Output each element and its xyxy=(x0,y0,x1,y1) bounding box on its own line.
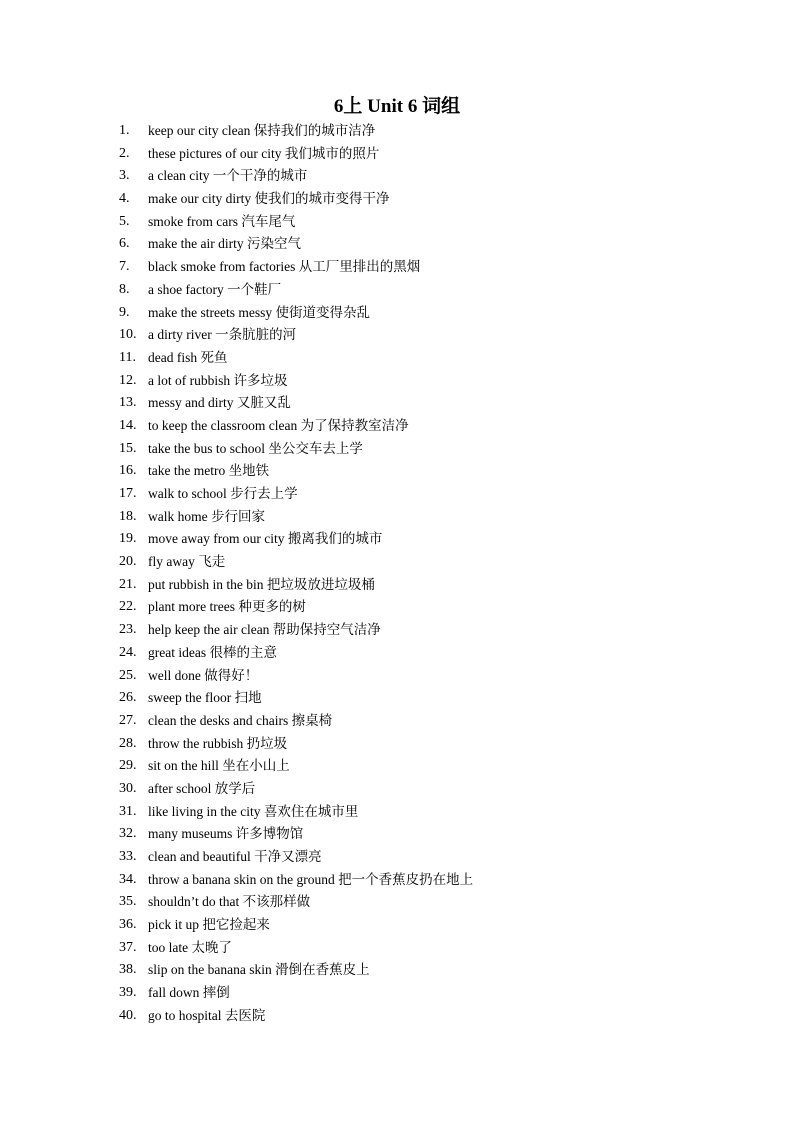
item-number: 33. xyxy=(119,849,137,864)
list-item xyxy=(119,687,759,710)
list-item xyxy=(119,937,759,960)
item-phrase: a lot of rubbish 许多垃圾 xyxy=(148,372,288,388)
item-phrase: put rubbish in the bin 把垃圾放进垃圾桶 xyxy=(148,576,375,592)
item-phrase: sit on the hill 坐在小山上 xyxy=(148,758,290,774)
item-number: 20. xyxy=(119,554,137,570)
list-item xyxy=(119,959,759,982)
list-item xyxy=(119,506,759,529)
item-phrase: a clean city 一个干净的城市 xyxy=(148,168,308,184)
item-number: 10. xyxy=(119,327,137,343)
item-phrase: great ideas 很棒的主意 xyxy=(148,644,277,660)
list-item xyxy=(119,778,759,801)
item-number: 30. xyxy=(119,780,137,796)
item-phrase: pick it up 把它捡起来 xyxy=(148,917,270,933)
phrase-list xyxy=(119,120,759,1028)
list-item xyxy=(119,415,759,438)
item-number: 37. xyxy=(119,939,137,955)
item-number: 8. xyxy=(119,281,130,297)
item-phrase: like living in the city 喜欢住在城市里 xyxy=(148,803,359,819)
item-phrase: too late 太晚了 xyxy=(148,939,232,955)
item-number: 22. xyxy=(119,599,137,615)
item-phrase: messy and dirty 又脏又乱 xyxy=(148,395,291,411)
item-number: 11. xyxy=(119,349,136,365)
list-item xyxy=(119,982,759,1005)
list-item xyxy=(119,188,759,211)
item-phrase: slip on the banana skin 滑倒在香蕉皮上 xyxy=(148,962,370,978)
list-item xyxy=(119,733,759,756)
list-item xyxy=(119,392,759,415)
item-phrase: walk to school 步行去上学 xyxy=(148,486,298,501)
item-number: 6. xyxy=(119,236,130,252)
list-item xyxy=(119,211,759,234)
item-number: 3. xyxy=(119,168,130,184)
list-item xyxy=(119,710,759,733)
list-item xyxy=(119,891,759,914)
item-number: 19. xyxy=(119,531,137,547)
list-item xyxy=(119,460,759,483)
item-number: 16. xyxy=(119,463,137,479)
list-item xyxy=(119,801,759,824)
list-item xyxy=(119,324,759,347)
list-item xyxy=(119,438,759,461)
list-item xyxy=(119,755,759,778)
item-number: 23. xyxy=(119,622,137,638)
list-item xyxy=(119,370,759,393)
item-phrase: throw a banana skin on the ground 把一个香蕉皮扔在地上 xyxy=(148,871,474,887)
item-number: 29. xyxy=(119,758,137,774)
item-phrase: these pictures of our city 我们城市的照片 xyxy=(148,145,380,161)
item-number: 31. xyxy=(119,803,137,819)
list-item xyxy=(119,528,759,551)
item-number: 2. xyxy=(119,145,130,161)
item-phrase: throw the rubbish 扔垃圾 xyxy=(148,735,288,751)
item-phrase: take the bus to school 坐公交车去上学 xyxy=(148,440,363,456)
list-item xyxy=(119,256,759,279)
item-number: 7. xyxy=(119,259,130,275)
item-phrase: take the metro 坐地铁 xyxy=(148,463,270,479)
item-number: 21. xyxy=(119,576,137,592)
item-number: 27. xyxy=(119,712,137,728)
item-phrase: make the air dirty 污染空气 xyxy=(148,236,301,252)
item-number: 17. xyxy=(119,486,137,501)
list-item xyxy=(119,619,759,642)
item-phrase: dead fish 死鱼 xyxy=(148,349,228,365)
list-item xyxy=(119,165,759,188)
item-phrase: clean and beautiful 干净又漂亮 xyxy=(148,849,322,864)
item-phrase: move away from our city 搬离我们的城市 xyxy=(148,531,383,547)
item-number: 9. xyxy=(119,304,130,320)
item-number: 26. xyxy=(119,690,137,706)
item-phrase: many museums 许多博物馆 xyxy=(148,826,304,842)
item-phrase: clean the desks and chairs 擦桌椅 xyxy=(148,712,333,728)
list-item xyxy=(119,823,759,846)
list-item xyxy=(119,642,759,665)
list-item xyxy=(119,1005,759,1028)
item-number: 15. xyxy=(119,440,137,456)
item-phrase: sweep the floor 扫地 xyxy=(148,690,262,706)
item-phrase: make our city dirty 使我们的城市变得干净 xyxy=(148,191,390,207)
list-item xyxy=(119,347,759,370)
item-phrase: well done 做得好！ xyxy=(148,667,259,683)
list-item xyxy=(119,143,759,166)
item-number: 34. xyxy=(119,871,137,887)
list-item xyxy=(119,665,759,688)
item-phrase: a dirty river 一条肮脏的河 xyxy=(148,327,297,343)
item-phrase: go to hospital 去医院 xyxy=(148,1007,266,1023)
item-number: 35. xyxy=(119,894,137,910)
item-phrase: fly away 飞走 xyxy=(148,554,226,570)
list-item xyxy=(119,302,759,325)
item-number: 13. xyxy=(119,395,137,411)
list-item xyxy=(119,846,759,869)
item-number: 38. xyxy=(119,962,137,978)
item-number: 1. xyxy=(119,123,130,138)
item-phrase: shouldn’t do that 不该那样做 xyxy=(148,894,311,910)
item-phrase: plant more trees 种更多的树 xyxy=(148,599,306,615)
item-number: 5. xyxy=(119,213,130,229)
item-phrase: black smoke from factories 从工厂里排出的黑烟 xyxy=(148,259,421,275)
page-title: 6上 Unit 6 词组 xyxy=(333,96,461,117)
list-item xyxy=(119,483,759,506)
item-number: 12. xyxy=(119,372,137,388)
list-item xyxy=(119,869,759,892)
item-number: 28. xyxy=(119,735,137,751)
item-phrase: to keep the classroom clean 为了保持教室洁净 xyxy=(148,417,409,433)
item-phrase: after school 放学后 xyxy=(148,780,256,796)
list-item xyxy=(119,120,759,143)
item-phrase: smoke from cars 汽车尾气 xyxy=(148,213,296,229)
item-phrase: make the streets messy 使街道变得杂乱 xyxy=(148,304,370,320)
list-item xyxy=(119,233,759,256)
item-number: 32. xyxy=(119,826,137,842)
list-item xyxy=(119,596,759,619)
item-number: 25. xyxy=(119,667,137,683)
item-phrase: help keep the air clean 帮助保持空气洁净 xyxy=(148,622,381,638)
item-phrase: a shoe factory 一个鞋厂 xyxy=(148,281,282,297)
list-item xyxy=(119,551,759,574)
list-item xyxy=(119,914,759,937)
item-number: 36. xyxy=(119,917,137,933)
item-number: 4. xyxy=(119,191,130,207)
item-phrase: fall down 摔倒 xyxy=(148,985,230,1001)
item-number: 39. xyxy=(119,985,137,1001)
item-phrase: keep our city clean 保持我们的城市洁净 xyxy=(148,123,376,138)
item-number: 24. xyxy=(119,644,137,660)
item-number: 40. xyxy=(119,1007,137,1023)
item-number: 14. xyxy=(119,417,137,433)
list-item xyxy=(119,574,759,597)
item-number: 18. xyxy=(119,508,137,524)
item-phrase: walk home 步行回家 xyxy=(148,508,265,524)
list-item xyxy=(119,279,759,302)
